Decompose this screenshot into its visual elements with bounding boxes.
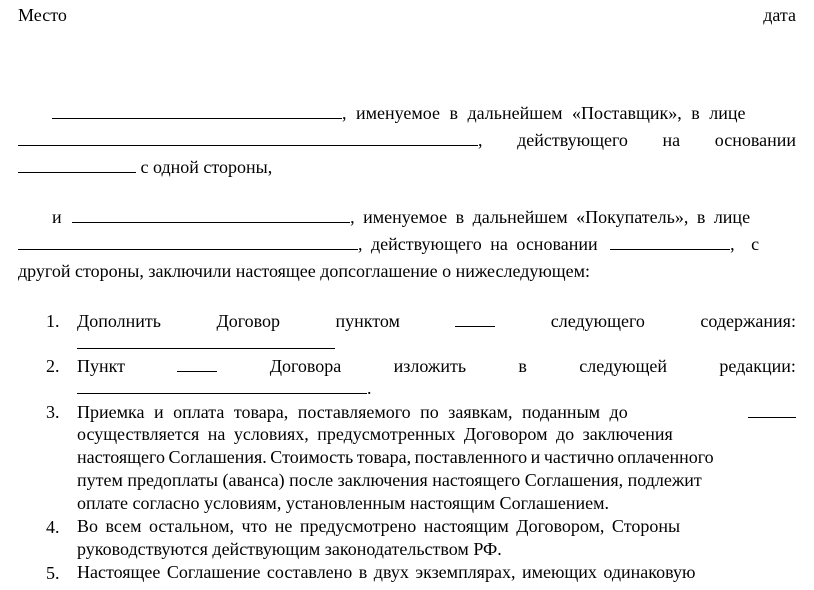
list-item [0, 354, 814, 378]
item-word: пунктом [335, 311, 400, 331]
item-text-line: Настоящее Соглашение составлено в двух экземплярах, имеющих одинаковую [77, 562, 696, 582]
buyer-comma-s: , с [730, 234, 760, 254]
item-number: 2. [46, 356, 60, 376]
buyer-line-2 [18, 232, 796, 256]
place-label: Место [18, 5, 67, 25]
item-text-line: Приемка и оплата товара, поставляемого по заявкам, поданным до [77, 402, 628, 422]
header-row [18, 3, 796, 27]
item-word: следующей [579, 356, 668, 376]
one-side-text: с одной стороны, [140, 157, 273, 177]
and-word: и [52, 207, 62, 227]
supplier-line-1 [18, 101, 796, 125]
item-word: следующего [550, 311, 645, 331]
item-1-blank-line [77, 331, 796, 355]
buyer-basis-blank [610, 232, 730, 250]
item-date-blank [748, 400, 796, 418]
supplier-name-blank [52, 101, 342, 119]
on-word: на [662, 130, 681, 150]
item-word: изложить [393, 356, 467, 376]
item-number: 3. [46, 402, 60, 422]
item-word: в [518, 356, 527, 376]
item-2-blank-line [77, 376, 796, 400]
basis-word: основании [714, 130, 796, 150]
buyer-named-text: , именуемое в дальнейшем «Покупатель», в лице [350, 207, 751, 227]
date-label: дата [763, 5, 796, 25]
item-text-line: путем предоплаты (аванса) после заключения настоящего Соглашения, подлежит [77, 470, 702, 490]
buyer-line-1 [18, 205, 796, 229]
item-point-blank [177, 354, 217, 372]
buyer-acting-text: , действующего на основании [358, 234, 598, 254]
item-text-line: оплате согласно условиям, установленным настоящим Соглашением. [77, 493, 610, 513]
supplier-basis-blank [18, 155, 136, 173]
acting-word: действующего [517, 130, 628, 150]
list-item [0, 515, 814, 559]
supplier-rep-blank [18, 128, 478, 146]
item-2-content-blank [77, 376, 367, 394]
item-word: редакции: [719, 356, 796, 376]
list-item [0, 400, 814, 513]
supplier-line-2: , действующего на основании [18, 128, 796, 152]
item-text-line: настоящего Соглашения. Стоимость товара, поставленного и частично оплаченного [77, 447, 714, 467]
other-side-text: другой стороны, заключили настоящее допсоглашение о нижеследующем: [18, 261, 591, 281]
item-word: содержания: [700, 311, 796, 331]
buyer-line-3 [18, 259, 796, 283]
supplier-line-3 [18, 155, 796, 179]
buyer-name-blank [72, 205, 350, 223]
item-word: Договора [269, 356, 342, 376]
list-item [0, 309, 814, 333]
item-word: Дополнить [77, 311, 161, 331]
item-1-content-blank [77, 331, 335, 349]
item-text-line: Во всем остальном, что не предусмотрено настоящим Договором, Стороны [77, 516, 681, 536]
item-number: 5. [46, 563, 60, 583]
item-point-blank [455, 309, 495, 327]
item-word: Пункт [77, 356, 126, 376]
list-item [0, 561, 814, 585]
period: . [367, 378, 372, 398]
item-number: 4. [46, 517, 60, 537]
supplier-named-text: , именуемое в дальнейшем «Поставщик», в лице [342, 103, 746, 123]
buyer-rep-blank [18, 232, 358, 250]
item-word: Договор [216, 311, 281, 331]
item-number: 1. [46, 311, 60, 331]
item-text-line: осуществляется на условиях, предусмотренных Договором до заключения [77, 424, 673, 444]
item-text-line: руководствуются действующим законодательством РФ. [77, 539, 502, 559]
